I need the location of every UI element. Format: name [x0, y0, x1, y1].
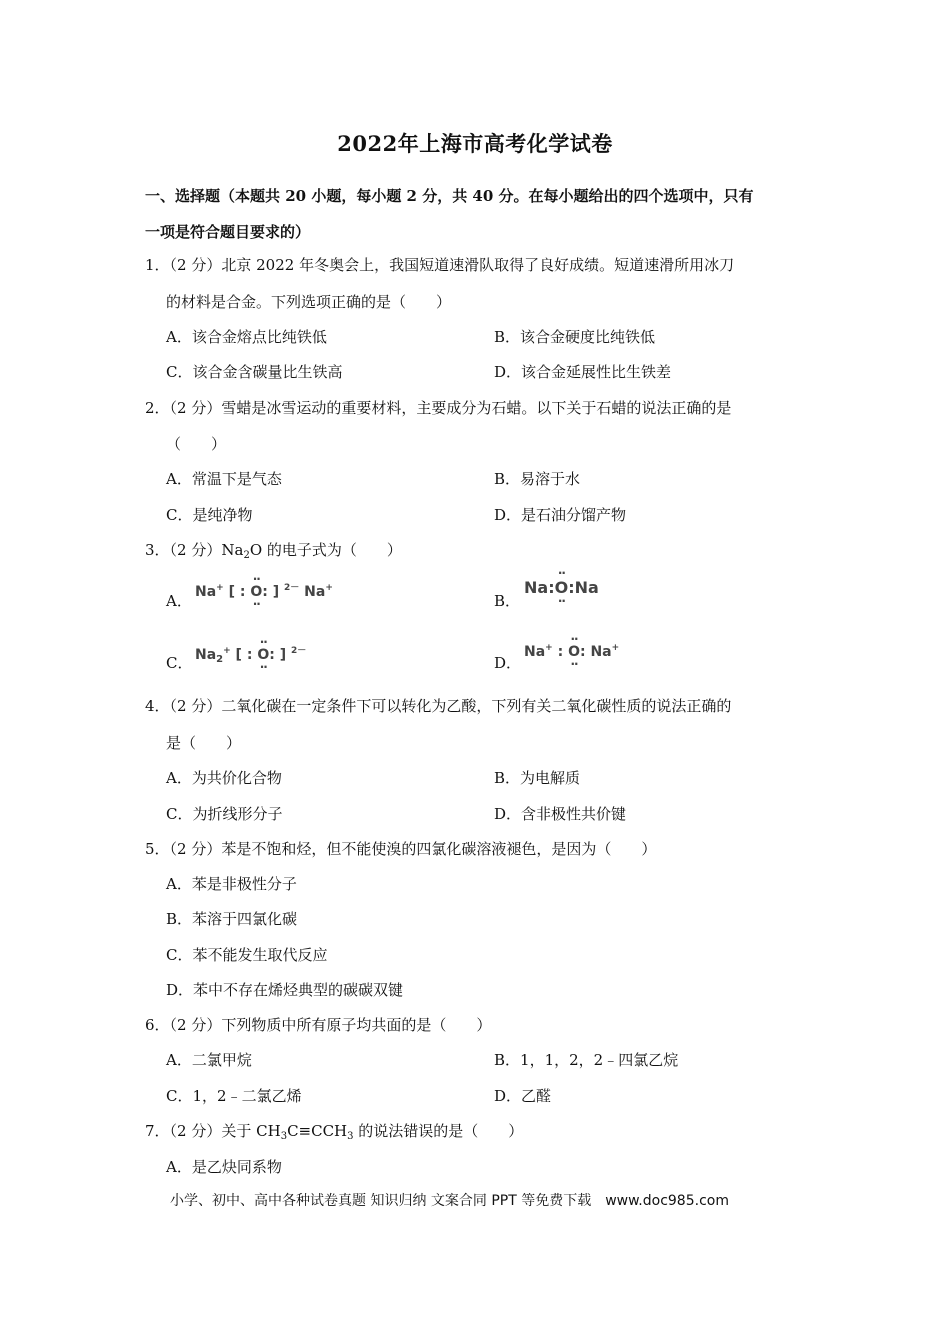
q3-option-c: C． [166, 654, 193, 672]
q2-option-a: A．常温下是气态 [166, 470, 282, 488]
q7-stem: 7．（2 分）关于 $CH_3C\equiv CCH_3$ 的说法错误的是（ ） [145, 1122, 524, 1142]
q1-option-d: D．该合金延展性比生铁差 [494, 363, 672, 381]
page-footer: 小学、初中、高中各种试卷真题 知识归纳 文案合同 PPT 等免费下载 www.doc985.com [170, 1193, 729, 1209]
q1-option-b: B．该合金硬度比纯铁低 [494, 328, 656, 346]
q4-stem-line-2: 是（ ） [166, 734, 242, 752]
q1-option-a: A．该合金熔点比纯铁低 [166, 328, 327, 346]
q4-option-b: B．为电解质 [494, 769, 581, 787]
q6-option-c: C．1，2﹣二氯乙烯 [166, 1087, 302, 1105]
q3-option-d: D． [494, 654, 522, 672]
q3-option-b: B． [494, 592, 521, 610]
q5-option-d: D．苯中不存在烯烃典型的碳碳双键 [166, 981, 404, 999]
q4-option-d: D．含非极性共价键 [494, 805, 627, 823]
q6-option-d: D．乙醛 [494, 1087, 552, 1105]
q6-stem: 6．（2 分）下列物质中所有原子均共面的是（ ） [145, 1016, 492, 1034]
q3-formula-b: Na:·· O ··:Na [524, 578, 599, 597]
q5-option-c: C．苯不能发生取代反应 [166, 946, 328, 964]
q2-option-c: C．是纯净物 [166, 506, 253, 524]
q6-option-a: A．二氯甲烷 [166, 1051, 252, 1069]
section-heading-line-1: 一、选择题（本题共 20 小题，每小题 2 分，共 40 分。在每小题给出的四个选项中，只有 [145, 187, 754, 205]
q1-stem-line-2: 的材料是合金。下列选项正确的是（ ） [166, 293, 452, 311]
q2-stem-line-2: （ ） [166, 435, 227, 453]
q5-option-a: A．苯是非极性分子 [166, 875, 297, 893]
q2-option-d: D．是石油分馏产物 [494, 506, 627, 524]
q3-stem: 3．（2 分）$Na_2O$ 的电子式为（ ） [145, 541, 402, 561]
section-heading [145, 178, 815, 250]
q7-option-a: A．是乙炔同系物 [166, 1158, 282, 1176]
q5-stem: 5．（2 分）苯是不饱和烃，但不能使溴的四氯化碳溶液褪色，是因为（ ） [145, 840, 657, 858]
q1-stem-line-1: 1．（2 分）北京 2022 年冬奥会上，我国短道速滑队取得了良好成绩。短道速滑所用冰刀 [145, 256, 735, 274]
q2-option-b: B．易溶于水 [494, 470, 581, 488]
q4-option-a: A．为共价化合物 [166, 769, 282, 787]
q6-option-b: B．1，1，2，2﹣四氯乙烷 [494, 1051, 679, 1069]
section-heading-line-2: 一项是符合题目要求的） [145, 223, 311, 241]
q5-option-b: B．苯溶于四氯化碳 [166, 910, 298, 928]
q3-formula-c: $Na_2^+$ [ : ·· O ··: ] $^{2-}$ [195, 643, 306, 665]
q4-option-c: C．为折线形分子 [166, 805, 283, 823]
q3-formula-a: Na+ [ : ·· O ··: ] $^{2-}$ Na+ [195, 580, 333, 600]
q4-stem-line-1: 4．（2 分）二氧化碳在一定条件下可以转化为乙酸，下列有关二氧化碳性质的说法正确的 [145, 697, 732, 715]
page-title: 2022年上海市高考化学试卷 [337, 131, 613, 156]
q3-formula-d: Na+ : ·· O ··: Na+ [524, 643, 619, 660]
q2-stem-line-1: 2．（2 分）雪蜡是冰雪运动的重要材料，主要成分为石蜡。以下关于石蜡的说法正确的是 [145, 399, 732, 417]
q3-option-a: A． [166, 592, 192, 610]
q1-option-c: C．该合金含碳量比生铁高 [166, 363, 343, 381]
